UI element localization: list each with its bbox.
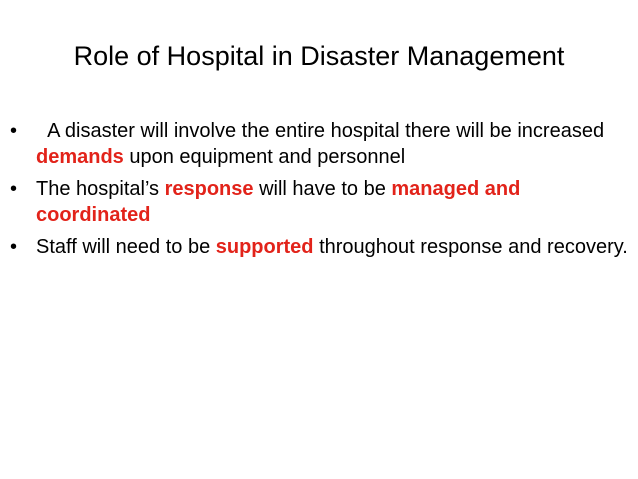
bullet-marker: •	[10, 120, 18, 142]
bullet-text: throughout response and recovery.	[313, 236, 628, 258]
bullet-text: upon equipment and personnel	[123, 146, 406, 168]
bullet-text: Staff will need to be	[36, 236, 216, 258]
slide-title: Role of Hospital in Disaster Management	[73, 41, 565, 71]
bullet-marker: •	[10, 236, 18, 258]
bullet-item	[10, 234, 630, 260]
bullet-text: will have to be	[253, 178, 392, 200]
emphasis-managed-coordinated: managed and coordinated	[36, 178, 521, 226]
bullet-marker: •	[10, 178, 18, 200]
bullet-text: A disaster will involve the entire hospital there will be increased	[36, 120, 610, 142]
bullet-text: The hospital’s	[36, 178, 165, 200]
bullet-item	[10, 176, 630, 228]
emphasis-response: response	[164, 178, 254, 200]
bullet-list	[10, 118, 630, 266]
bullet-item	[10, 118, 630, 170]
emphasis-supported: supported	[215, 236, 314, 258]
emphasis-demands: demands	[36, 146, 124, 168]
